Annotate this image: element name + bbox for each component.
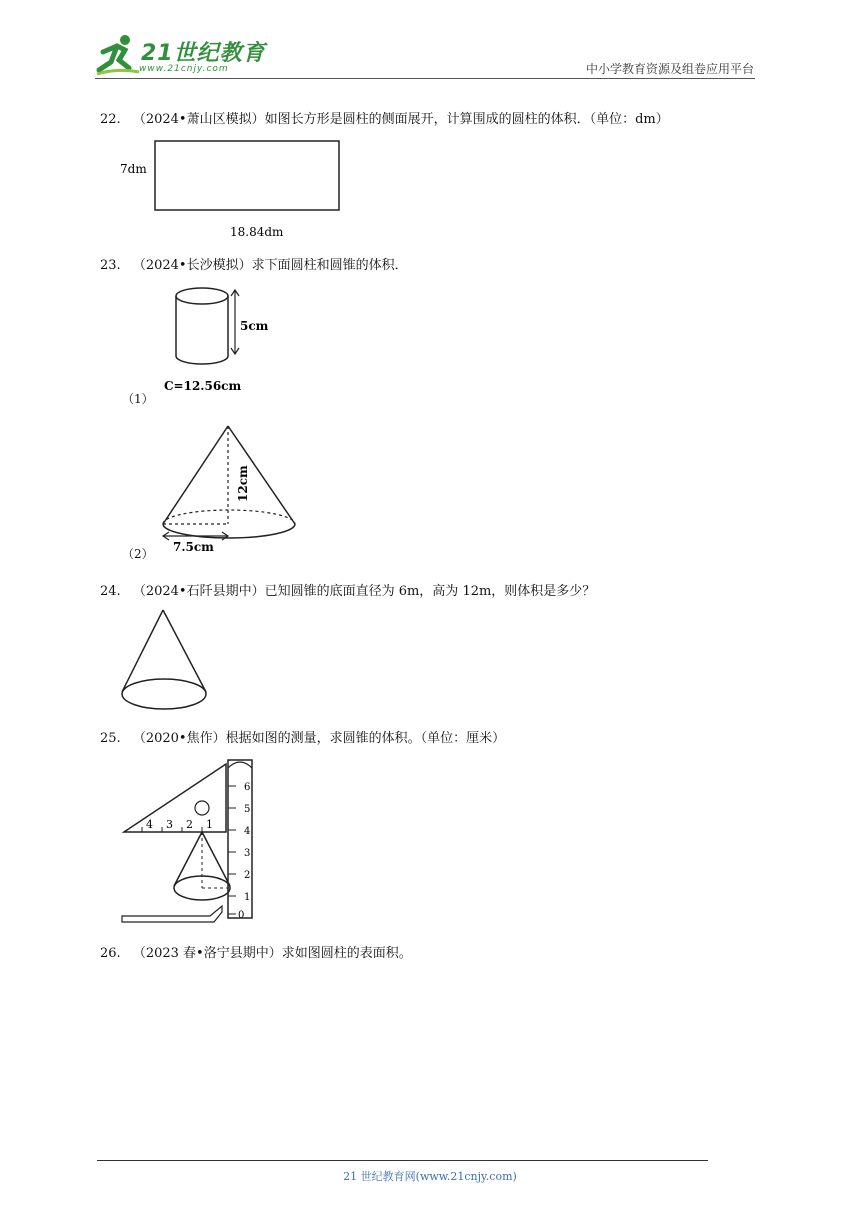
q23-cone-figure — [155, 420, 305, 556]
ruler-ticks — [228, 786, 236, 914]
footer-divider — [97, 1160, 708, 1161]
svg-text:2: 2 — [244, 870, 251, 881]
question-number: 24. — [100, 584, 121, 599]
question-number: 26. — [100, 946, 121, 961]
question-22 — [100, 108, 669, 127]
site-logo — [95, 32, 275, 80]
svg-text:1: 1 — [206, 818, 213, 831]
footer-link[interactable]: 21 世纪教育网(www.21cnjy.com) — [343, 1170, 517, 1183]
question-number: 23. — [100, 258, 121, 273]
q25-measurement-figure — [118, 756, 263, 926]
q23-cylinder-figure — [160, 282, 280, 400]
cylinder-circumference-label: C=12.56cm — [164, 379, 242, 393]
q22-rectangle-figure — [112, 136, 352, 242]
rect-height-label: 7dm — [120, 162, 147, 176]
question-26 — [100, 942, 412, 961]
cone-base-back — [163, 510, 295, 524]
question-text: （2020•焦作）根据如图的测量，求圆锥的体积。（单位：厘米） — [132, 731, 506, 746]
svg-text:4: 4 — [146, 818, 153, 831]
svg-text:5: 5 — [244, 804, 251, 815]
cylinder-top — [176, 288, 228, 304]
rect-width-label: 18.84dm — [230, 225, 284, 239]
question-text: （2024•长沙模拟）求下面圆柱和圆锥的体积． — [132, 258, 408, 273]
svg-text:6: 6 — [244, 782, 251, 793]
cone-radius-label: 7.5cm — [173, 540, 214, 554]
svg-text:3: 3 — [244, 848, 251, 859]
rectangle-shape — [155, 141, 339, 210]
question-24 — [100, 580, 595, 599]
question-25 — [100, 727, 505, 746]
svg-text:0: 0 — [238, 910, 245, 921]
base-plate — [122, 906, 222, 922]
question-number: 22. — [100, 112, 121, 127]
header-divider — [95, 78, 755, 79]
cone-height-label: 12cm — [236, 465, 250, 502]
svg-text:4: 4 — [244, 826, 251, 837]
svg-text:2: 2 — [186, 818, 193, 831]
logo-text: 21世纪教育 — [141, 41, 266, 66]
svg-text:3: 3 — [166, 818, 173, 831]
svg-text:1: 1 — [244, 892, 251, 903]
ruler-tick-labels — [238, 782, 250, 921]
question-text: （2024•石阡县期中）已知圆锥的底面直径为 6m，高为 12m，则体积是多少？ — [132, 584, 596, 599]
question-text: （2023 春•洛宁县期中）求如图圆柱的表面积。 — [132, 946, 412, 961]
triangle-tick-labels — [146, 818, 213, 831]
part-label-1: （1） — [122, 392, 154, 406]
question-number: 25. — [100, 731, 121, 746]
question-23 — [100, 254, 408, 273]
part-label-2: （2） — [122, 547, 154, 561]
site-name: 中小学教育资源及组卷应用平台 — [585, 62, 754, 76]
q24-cone-figure — [118, 606, 210, 712]
cone-base — [122, 679, 206, 709]
runner-logo-icon — [95, 32, 141, 78]
cylinder-height-label: 5cm — [240, 319, 269, 333]
question-text: （2024•萧山区模拟）如图长方形是圆柱的侧面展开，计算围成的圆柱的体积．（单位：dm） — [132, 112, 669, 127]
logo-url: www.21cnjy.com — [139, 64, 229, 74]
